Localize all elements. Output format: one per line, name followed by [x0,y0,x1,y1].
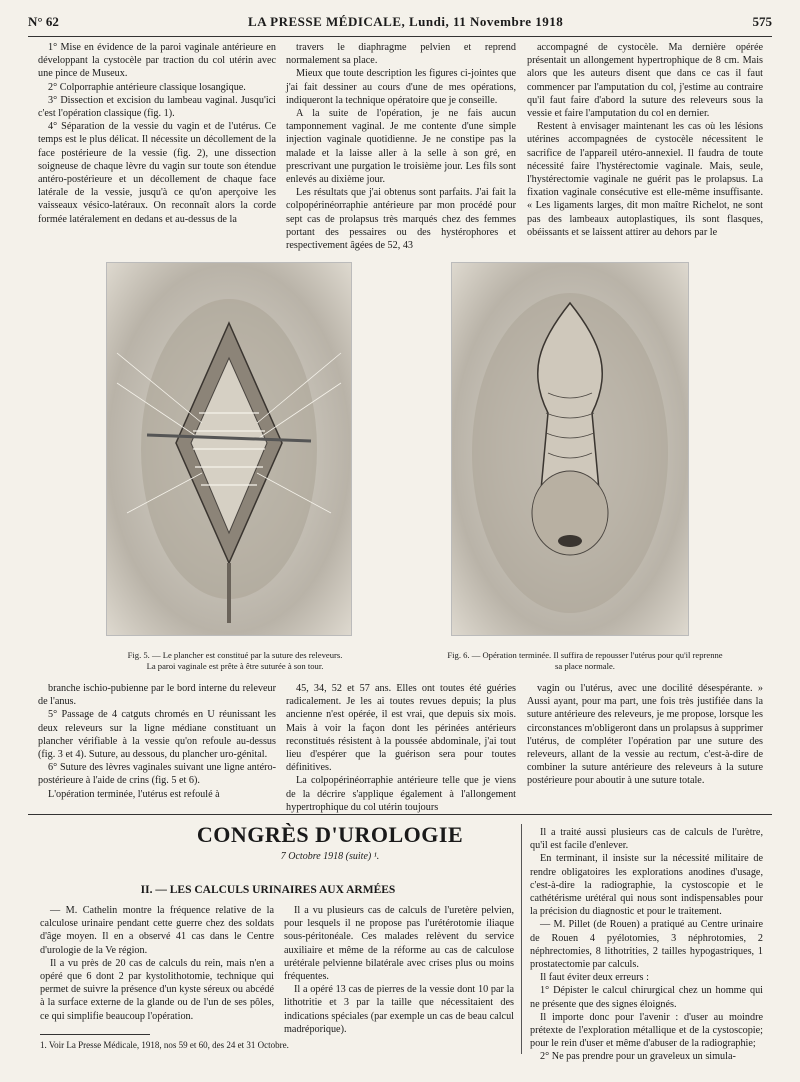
paragraph: Restent à envisager maintenant les cas où les lésions utérines accompagnées de cystocèle nécessitent le sacrifice de l'appareil utéro-annexiel. Il faudra de toute nécessité faire l'hystérectomie vaginale. Mais, seule, l'hystérectomie vaginale ne guérit pas le prolapsus. La fixation vaginale consécutive est elle-même insuffisante. « Les ligaments larges, dit mon maître Richelot, ne sont pas des lambeaux autoplastiques, ils sont flasques, obéissants et se laissent attirer au dehors par le [527,121,763,238]
figure-5-illustration [106,262,352,636]
paragraph: La colpopérinéorraphie antérieure telle que je viens de la décrire s'applique également à l'allongement hypertrophique du col utérin toujours [286,775,516,813]
column-mid-right [527,682,763,807]
paragraph: travers le diaphragme pelvien et reprend normalement sa place. [286,42,516,67]
congress-column-right [530,826,763,1063]
paragraph: Mieux que toute description les figures ci-jointes que j'ai fait dessiner au cours d'une de mes opérations, indiqueront la technique opératoire que je conseille. [286,68,516,106]
caption-line: Fig. 6. — Opération terminée. Il suffira de repousser l'utérus pour qu'il reprenne [447,650,723,660]
paragraph: accompagné de cystocèle. Ma dernière opérée présentait un allongement hypertrophique de 8 cm. Mais alors que les auteurs disent que dans ce cas il faut commencer par l'amputation du col, j'estime au contraire qu'il faut faire d'abord la suture des releveurs sous la vessie et faire l'amputation du col en dernier. [527,42,763,120]
paragraph: A la suite de l'opération, je ne fais aucun tamponnement vaginal. Je me contente d'une simple injection vaginale quotidienne. Je ne constipe pas la malade et la laisse aller à la selle à son gré, en prescrivant une purgation le troisième jour. Les fils sont enlevés au dixième jour. [286,108,516,186]
paragraph: 6° Suture des lèvres vaginales suivant une ligne antéro-postérieure à l'aide de crins (fig. 5 et 6). [38,762,276,787]
figure-6-drawing [452,263,688,635]
paragraph: Il a opéré 13 cas de pierres de la vessie dont 10 par la lithotritie et 3 par la taille que nécessitaient des indications spéciales (par exemple un cas de beau calcul madréporique). [284,984,514,1035]
paragraph: 2° Colporraphie antérieure classique losangique. [48,81,246,93]
footnote: 1. Voir La Presse Médicale, 1918, nos 59 et 60, des 24 et 31 Octobre. [40,1040,289,1050]
figure-6-illustration [451,262,689,636]
paragraph: Il a traité aussi plusieurs cas de calculs de l'urètre, qu'il est facile d'enlever. [530,827,763,852]
paragraph: 3° Dissection et excision du lambeau vaginal. Jusqu'ici c'est l'opération classique (fig. 1). [38,94,276,120]
paragraph: Les résultats que j'ai obtenus sont parfaits. J'ai fait la colpopérinéorraphie antérieure par mon procédé pour sept cas de prolapsus très marqués chez des femmes portant des pessaires ou des hystérophores et respectivement âgées de 52, 43 [286,187,516,252]
caption-line: sa place normale. [555,661,615,671]
figure-5-caption [104,650,366,672]
congress-subtitle: II. — LES CALCULS URINAIRES AUX ARMÉES [140,884,396,896]
congress-title: CONGRÈS D'UROLOGIE [196,822,464,847]
paragraph: Il faut éviter deux erreurs : [540,972,649,984]
paragraph: 1° Mise en évidence de la paroi vaginale antérieure en développant la cystocèle par traction du col utérin avec une pince de Museux. [38,42,276,80]
column-top-middle [286,41,516,256]
caption-line: Fig. 5. — Le plancher est constitué par la suture des releveurs. [127,650,343,660]
congress-column-left [40,904,274,1028]
issue-number: N° 62 [28,14,59,29]
paragraph: — M. Pillet (de Rouen) a pratiqué au Centre urinaire de Rouen 4 pyélotomies, 3 néphrotomies, 2 néphrectomies, 8 lithotrities, 2 tailles hypogastriques, 1 prostatectomie par calculs. [530,919,763,971]
paragraph: 5° Passage de 4 catguts chromés en U réunissant les deux releveurs sur la ligne médiane constituant un plancher vérifiable à la vessie qu'on refoule au-dessus (fig. 3 et 4). Suture, au dessous, du plancher uro-génital. [38,709,276,761]
paragraph: L'opération terminée, l'utérus est refoulé à [48,788,220,800]
paragraph: 4° Séparation de la vessie du vagin et de l'utérus. Ce temps est le plus délicat. Il nécessite un décollement de la face postérieure de la vessie (fig. 2), une dissection soigneuse de chaque lèvre du vagin sur toute son étendue antéro-postérieure et un décollement de chaque face latérale de la vessie, jusqu'à ce qu'on aperçoive les vaisseaux vésico-latéraux. On reconnaît alors la corde formée latéralement en dedans et au-dessus de la [38,121,276,225]
paragraph: Il a vu près de 20 cas de calculs du rein, mais n'en a opéré que 6 dont 2 par kystolithotomie, technique qui permet de suivre la présence d'un kyste séreux ou abcédé à la surface externe de la glande ou de l'un de ses pôles, ce qui simplifie beaucoup l'opération. [40,957,274,1022]
paragraph: — M. Cathelin montre la fréquence relative de la calculose urinaire pendant cette guerre chez des soldats d'âge moyen. Il en a observé 41 cas dans le Centre d'urologie de la Ve région. [40,905,274,956]
paragraph: Il importe donc pour l'avenir : d'user au moindre prétexte de l'exploration métallique et de la cystoscopie; pour le rein d'user et même d'abuser de la radiographie; [530,1011,763,1050]
paragraph: vagin ou l'utérus, avec une docilité désespérante. » Aussi ayant, pour ma part, une fois très justifiée dans la suture antérieure des releveurs, je me propose, lorsque les circonstances m'obligeront dans un prolapsus à supprimer l'utérus, de compléter l'opération par une suture des releveurs, allant de la vessie au rectum, c'est-à-dire de combiner la suture antérieure des releveurs à la suture postérieure pour aboutir à une suture totale. [527,683,763,787]
footnote-rule [40,1034,150,1035]
paragraph: 45, 34, 52 et 57 ans. Elles ont toutes été guéries radicalement. Je les ai toutes revues depuis; la plus ancienne n'est opérée, il est vrai, que depuis six mois. Mais à voir la façon dont les périnées antérieurs reconstitués résistent à la poussée abdominale, j'ai tout lieu d'espérer que la guérison sera pour toutes définitives. [286,683,516,774]
paragraph: Il a vu plusieurs cas de calculs de l'uretère pelvien, pour lesquels il ne propose pas l'urétérotomie iliaque sous-péritonéale. Ces malades relèvent du service auxiliaire et même de la réforme au cas de calculose urétérale pelvienne bilatérale avec crises plus ou moins fréquentes. [284,905,514,983]
column-mid-left [38,682,276,807]
column-divider [521,824,522,1054]
congress-column-middle [284,904,514,1035]
page-number: 575 [752,14,772,29]
section-rule [28,814,772,815]
header-rule [28,36,772,37]
paragraph: 1° Dépister le calcul chirurgical chez un homme qui ne présente que des signes éloignés. [530,985,763,1010]
page-header [28,14,772,34]
figure-6-caption [400,650,770,672]
congress-date: 7 Octobre 1918 (suite) ¹. [280,851,380,862]
paragraph: En terminant, il insiste sur la nécessité militaire de rendre obligatoires les explorations anodines d'usage, c'est-à-dire la radiographie, la cystoscopie et le cathétérisme urétéral qui nous sont indispensables pour la précision du diagnostic et pour le traitement. [530,853,763,918]
paragraph: 2° Ne pas prendre pour un graveleux un simula- [540,1051,736,1063]
column-top-right [527,41,763,256]
column-mid-middle [286,682,516,813]
column-top-left [38,41,276,256]
journal-title: LA PRESSE MÉDICALE, Lundi, 11 Novembre 1918 [248,14,564,29]
figure-5-drawing [107,263,351,635]
paragraph: branche ischio-pubienne par le bord interne du releveur de l'anus. [38,683,276,708]
caption-line: La paroi vaginale est prête à être suturée à son tour. [146,661,324,671]
